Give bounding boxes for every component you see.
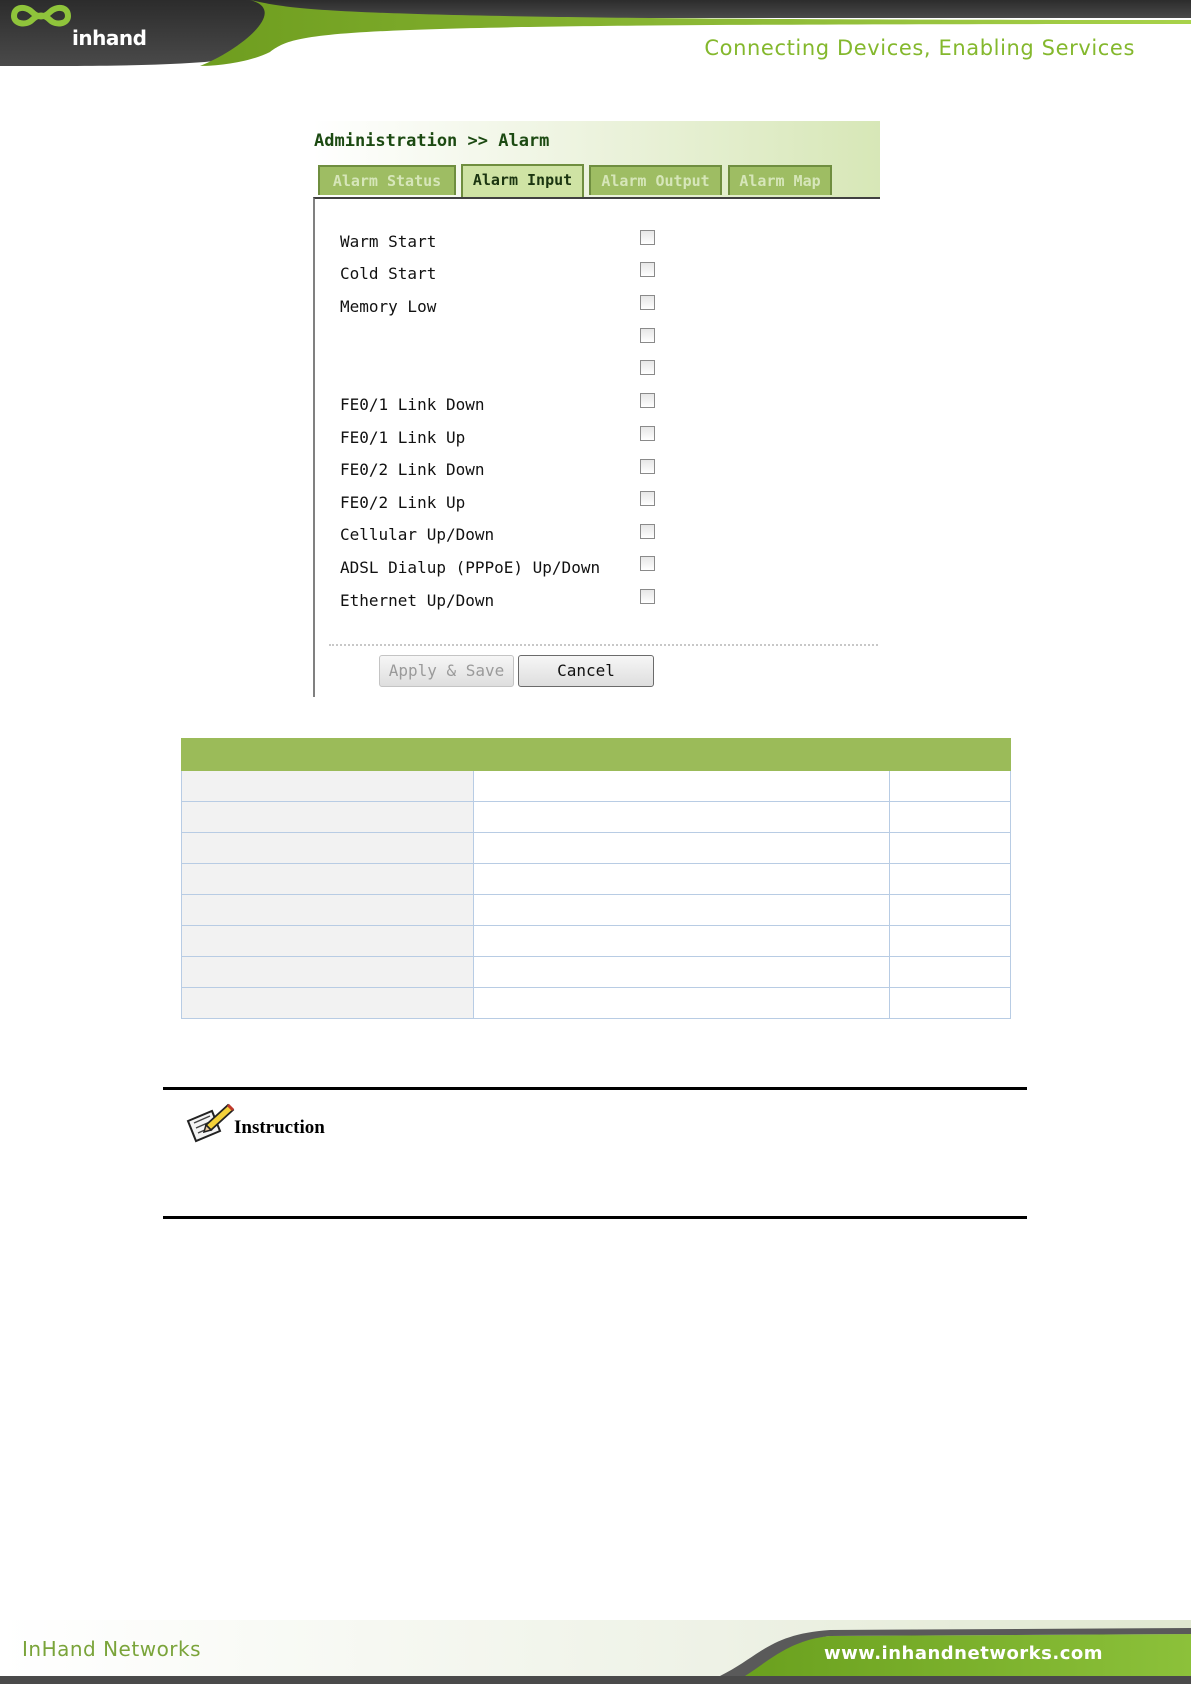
alarm-label-adsl-dialup: ADSL Dialup (PPPoE) Up/Down: [340, 558, 601, 577]
table-cell: [890, 833, 1011, 864]
checkbox-fe01-link-up[interactable]: [640, 426, 655, 441]
table-cell: [474, 988, 890, 1019]
tab-alarm-output[interactable]: Alarm Output: [589, 165, 722, 195]
parameter-table: [181, 738, 1011, 1019]
table-cell: [182, 833, 474, 864]
alarm-label-cold-start: Cold Start: [340, 264, 437, 283]
alarm-label-fe02-link-down: FE0/2 Link Down: [340, 460, 485, 479]
table-cell: [474, 864, 890, 895]
cancel-button[interactable]: Cancel: [518, 655, 654, 687]
panel-divider: [329, 644, 880, 646]
table-header-cell: [890, 739, 1011, 771]
checkbox-cellular-up-down[interactable]: [640, 524, 655, 539]
table-row: [182, 833, 1011, 864]
table-row: [182, 988, 1011, 1019]
instruction-top-rule: [163, 1087, 1027, 1090]
alarm-label-fe01-link-up: FE0/1 Link Up: [340, 428, 466, 447]
checkbox-blank-2[interactable]: [640, 360, 655, 375]
alarm-label-warm-start: Warm Start: [340, 232, 437, 251]
apply-save-button[interactable]: Apply & Save: [379, 655, 514, 687]
table-cell: [474, 895, 890, 926]
table-cell: [890, 988, 1011, 1019]
table-cell: [474, 802, 890, 833]
screenshot-header: [313, 121, 880, 199]
table-header-row: [182, 739, 1011, 771]
checkbox-cold-start[interactable]: [640, 262, 655, 277]
table-row: [182, 926, 1011, 957]
table-row: [182, 802, 1011, 833]
table-cell: [890, 771, 1011, 802]
checkbox-blank-1[interactable]: [640, 328, 655, 343]
instruction-bottom-rule: [163, 1216, 1027, 1219]
alarm-label-memory-low: Memory Low: [340, 297, 437, 316]
table-cell: [474, 771, 890, 802]
table-header-cell: [182, 739, 474, 771]
header-tagline: Connecting Devices, Enabling Services: [704, 36, 1135, 60]
checkbox-warm-start[interactable]: [640, 230, 655, 245]
alarm-label-ethernet-up-down: Ethernet Up/Down: [340, 591, 495, 610]
page-header: [0, 0, 1191, 70]
checkbox-adsl-dialup[interactable]: [640, 556, 655, 571]
table-cell: [890, 895, 1011, 926]
table-row: [182, 771, 1011, 802]
checkbox-memory-low[interactable]: [640, 295, 655, 310]
tab-alarm-input[interactable]: Alarm Input: [461, 164, 584, 197]
table-cell: [182, 926, 474, 957]
table-header-cell: [474, 739, 890, 771]
table-cell: [890, 957, 1011, 988]
alarm-input-screenshot: [313, 121, 880, 697]
table-cell: [890, 864, 1011, 895]
table-cell: [474, 833, 890, 864]
breadcrumb: Administration >> Alarm: [314, 131, 550, 151]
footer-url: www.inhandnetworks.com: [823, 1643, 1103, 1664]
table-cell: [182, 895, 474, 926]
instruction-label: Instruction: [234, 1117, 325, 1138]
table-row: [182, 957, 1011, 988]
table-cell: [182, 988, 474, 1019]
checkbox-fe01-link-down[interactable]: [640, 393, 655, 408]
alarm-label-fe02-link-up: FE0/2 Link Up: [340, 493, 466, 512]
checkbox-fe02-link-up[interactable]: [640, 491, 655, 506]
table-cell: [890, 926, 1011, 957]
table-cell: [890, 802, 1011, 833]
alarm-label-cellular-up-down: Cellular Up/Down: [340, 525, 495, 544]
footer-brand: InHand Networks: [22, 1637, 202, 1661]
page-footer: [0, 1620, 1191, 1684]
table-cell: [182, 802, 474, 833]
table-cell: [182, 864, 474, 895]
table-row: [182, 895, 1011, 926]
table-row: [182, 864, 1011, 895]
inhand-logo-icon: [0, 0, 80, 52]
checkbox-fe02-link-down[interactable]: [640, 459, 655, 474]
table-cell: [182, 957, 474, 988]
brand-logo-text: inhand: [72, 26, 147, 50]
note-pencil-icon: [184, 1101, 236, 1143]
table-cell: [474, 957, 890, 988]
alarm-label-fe01-link-down: FE0/1 Link Down: [340, 395, 485, 414]
table-cell: [182, 771, 474, 802]
tab-alarm-map[interactable]: Alarm Map: [728, 165, 832, 195]
checkbox-ethernet-up-down[interactable]: [640, 589, 655, 604]
table-cell: [474, 926, 890, 957]
alarm-input-panel: [313, 197, 880, 697]
tab-alarm-status[interactable]: Alarm Status: [318, 165, 456, 195]
